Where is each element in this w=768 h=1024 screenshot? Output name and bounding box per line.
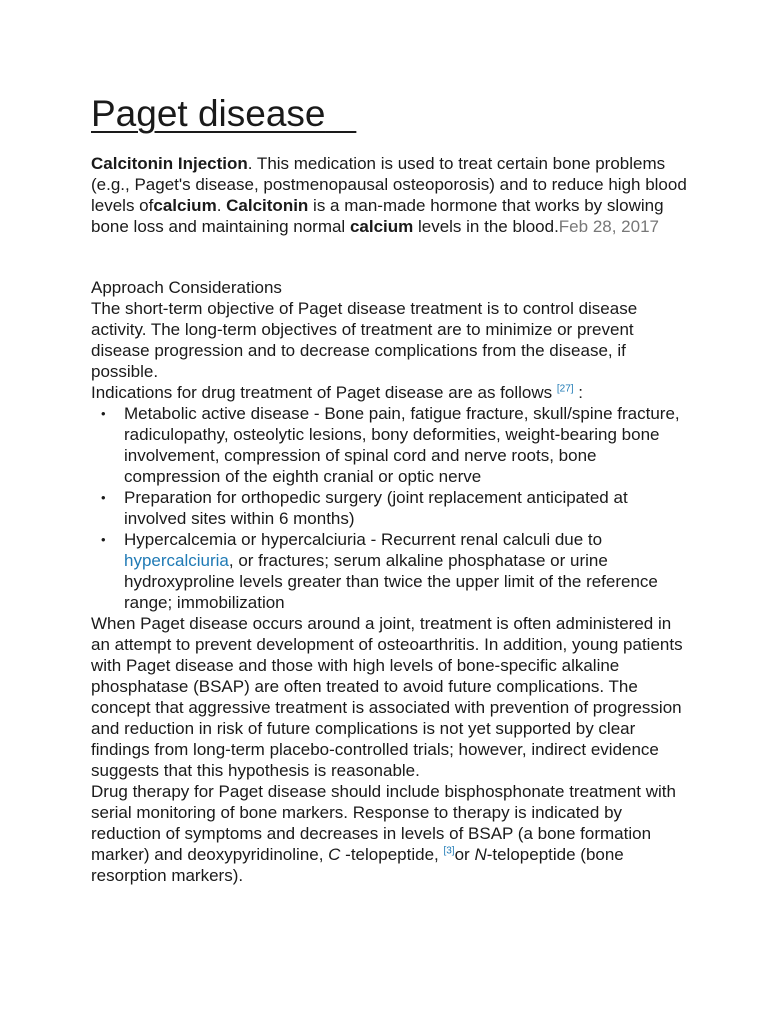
indications-text: Indications for drug treatment of Paget disease are as follows xyxy=(91,383,557,402)
page-title xyxy=(91,92,356,136)
approach-heading: Approach Considerations xyxy=(91,278,282,297)
term-calcitonin-injection: Calcitonin Injection xyxy=(91,154,248,173)
therapy-tail: -telopeptide (bone resorption markers). xyxy=(91,845,624,885)
intro-paragraph xyxy=(91,153,691,237)
reference-link-27[interactable]: [27] xyxy=(556,383,574,395)
c-italic: C xyxy=(328,845,341,864)
title-text: Paget disease xyxy=(91,93,326,134)
term-calcitonin: Calcitonin xyxy=(226,196,309,215)
therapy-or: or xyxy=(454,845,475,864)
intro-text-2: . xyxy=(216,196,227,215)
indications-paragraph xyxy=(91,382,691,403)
list-item xyxy=(124,529,691,613)
article-body xyxy=(91,153,691,886)
indications-list xyxy=(91,403,691,613)
intro-text-3: is a man-made hormone that works by slowing bone loss and maintaining normal xyxy=(91,196,664,236)
intro-text-1: . This medication is used to treat certain bone problems (e.g., Paget's disease, postmenopausal osteoporosis) and to reduce high blood levels of xyxy=(91,154,687,215)
joint-paragraph: When Paget disease occurs around a joint, treatment is often administered in an attempt to prevent development of osteoarthritis. In addition, young patients with Paget disease and those with high levels of bone-specific alkaline phosphatase (BSAP) are often treated to avoid future complications. The concept that aggressive treatment is associated with prevention of progression and reduction in risk of future complications is not yet supported by clear findings from long-term placebo-controlled trials; however, indirect evidence suggests that this hypothesis is reasonable. xyxy=(91,614,683,780)
n-italic: N xyxy=(474,845,487,864)
indications-tail: : xyxy=(573,383,584,402)
list-item: • Metabolic active disease - Bone pain, fatigue fracture, skull/spine fracture, radiculopathy, osteolytic lesions, bony deformities, weight-bearing bone involvement, compression of spinal cord and nerve roots, bone compression of the eighth cranial or optic nerve xyxy=(124,403,691,487)
spacer xyxy=(91,237,691,277)
objective-paragraph: The short-term objective of Paget disease treatment is to control disease activity. The long-term objectives of treatment are to minimize or prevent disease progression and to decrease complications from the disease, if possible. xyxy=(91,299,638,381)
term-calcium-2: calcium xyxy=(349,217,414,236)
therapy-c-tail: -telopeptide, xyxy=(340,845,444,864)
hypercalciuria-link[interactable]: hypercalciuria xyxy=(124,551,229,570)
intro-text-4: levels in the blood. xyxy=(413,217,559,236)
reference-link-3[interactable]: [3] xyxy=(443,845,455,857)
therapy-paragraph xyxy=(91,781,691,886)
list-item: • Preparation for orthopedic surgery (joint replacement anticipated at involved sites within 6 months) xyxy=(124,487,691,529)
term-calcium: calcium xyxy=(153,196,217,215)
date-stamp: Feb 28, 2017 xyxy=(558,217,659,236)
list-item-text: Hypercalcemia or hypercalciuria - Recurrent renal calculi due to xyxy=(124,530,603,549)
therapy-text: Drug therapy for Paget disease should include bisphosphonate treatment with serial monitoring of bone markers. Response to therapy is indicated by reduction of symptoms and decreases in levels of BSAP (a bone formation marker) and deoxypyridinoline, xyxy=(91,782,676,864)
list-item-text-tail: , or fractures; serum alkaline phosphatase or urine hydroxyproline levels greater than twice the upper limit of the reference range; immobilization xyxy=(124,551,658,612)
